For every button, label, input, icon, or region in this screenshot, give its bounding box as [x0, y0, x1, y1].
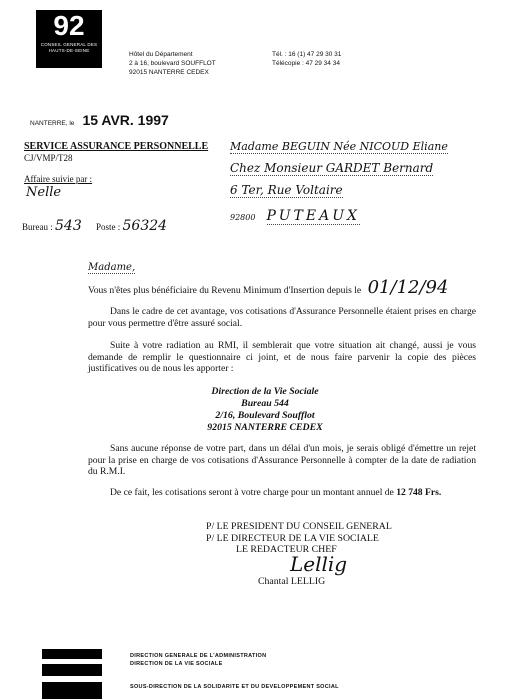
signature-line-2: P/ LE DIRECTEUR DE LA VIE SOCIALE — [206, 532, 379, 544]
bureau-poste — [22, 218, 167, 234]
paragraph-3: Suite à votre radiation au RMI, il semblerait que votre situation ait changé, aussi je vous demande de remplir le questionnaire ci joint, et de nous faire parvenir la copie des pièces justificatives ou de nous les apporter : — [88, 340, 476, 375]
paragraph-2: Dans le cadre de cet avantage, vos cotisations d'Assurance Personnelle étaient prises en charge pour vous permettre d'être assuré social. — [88, 306, 476, 329]
poste-label: Poste : — [95, 222, 121, 232]
paragraph-5: De ce fait, les cotisations seront à votre charge pour un montant annuel de 12 748 Frs. — [110, 487, 442, 498]
logo-line-2: HAUTS-DE-SEINE — [48, 48, 90, 53]
signature-block — [206, 521, 436, 556]
dateline-date: 15 AVR. 1997 — [82, 112, 169, 128]
rmi-end-date: 01/12/94 — [367, 277, 449, 298]
address-line-1: Hôtel du Département — [129, 51, 193, 58]
footer-bar-2 — [42, 664, 102, 676]
service-ref: CJ/VMP/T28 — [24, 153, 73, 163]
address-line-3: 92015 NANTERRE CEDEX — [129, 69, 209, 76]
return-address-line-2: Bureau 544 — [241, 398, 289, 409]
annual-amount: 12 748 Frs. — [396, 487, 442, 498]
footer-bar-3 — [42, 682, 102, 699]
affaire-label: Affaire suivie par : — [24, 174, 93, 184]
footer-line-2: DIRECTION DE LA VIE SOCIALE — [130, 661, 223, 667]
affaire-value: Nelle — [26, 185, 62, 200]
bureau-value: 543 — [55, 218, 82, 234]
dateline-place: NANTERRE, le — [30, 120, 75, 127]
footer-line-3: SOUS-DIRECTION DE LA SOLIDARITE ET DU DEVELOPPEMENT SOCIAL — [130, 684, 339, 690]
poste-value: 56324 — [122, 218, 168, 234]
recipient-postcode: 92800 — [230, 213, 256, 222]
recipient-line-1: Madame BEGUIN Née NICOUD Eliane — [230, 140, 448, 153]
paragraph-4: Sans aucune réponse de votre part, dans un délai d'un mois, je serais obligé d'émettre un rejet pour la prise en charge de vos cotisations d'Assurance Personnelle à compter de la date de radiation du R.M.I. — [88, 443, 476, 478]
signature-line-1: P/ LE PRESIDENT DU CONSEIL GENERAL — [206, 521, 392, 532]
logo-line-1: CONSEIL GENERAL DES — [40, 42, 98, 47]
footer-bar-1 — [42, 649, 102, 659]
header-contact — [272, 50, 341, 68]
signatory-name: Chantal LELLIG — [258, 576, 326, 587]
footer-line-1: DIRECTION GENERALE DE L'ADMINISTRATION — [130, 653, 267, 659]
dateline — [30, 112, 169, 130]
salutation: Madame, — [88, 262, 136, 273]
paragraph-1: Vous n'êtes plus bénéficiaire du Revenu Minimum d'Insertion depuis le 01/12/94 — [88, 277, 449, 298]
return-address-line-3: 2/16, Boulevard Soufflot — [215, 410, 315, 421]
return-address — [150, 386, 380, 434]
signature-line-3: LE REDACTEUR CHEF — [236, 544, 337, 555]
telephone: Tél. : 16 (1) 47 29 30 31 — [272, 51, 342, 58]
recipient-city: PUTEAUX — [266, 208, 360, 224]
recipient-line-2: Chez Monsieur GARDET Bernard — [230, 161, 434, 175]
fax: Télécopie : 47 29 34 34 — [272, 60, 340, 67]
bureau-label: Bureau : — [22, 222, 53, 232]
service-name: SERVICE ASSURANCE PERSONNELLE — [24, 141, 209, 152]
recipient-line-3: 6 Ter, Rue Voltaire — [230, 183, 343, 197]
return-address-line-1: Direction de la Vie Sociale — [211, 386, 319, 397]
header-address — [129, 50, 216, 77]
logo-number: 92 — [53, 10, 85, 41]
recipient-city-line — [230, 205, 360, 224]
department-logo — [36, 10, 102, 68]
handwritten-signature: Lellig — [290, 552, 348, 576]
return-address-line-4: 92015 NANTERRE CEDEX — [207, 422, 323, 433]
address-line-2: 2 à 16, boulevard SOUFFLOT — [129, 60, 216, 67]
